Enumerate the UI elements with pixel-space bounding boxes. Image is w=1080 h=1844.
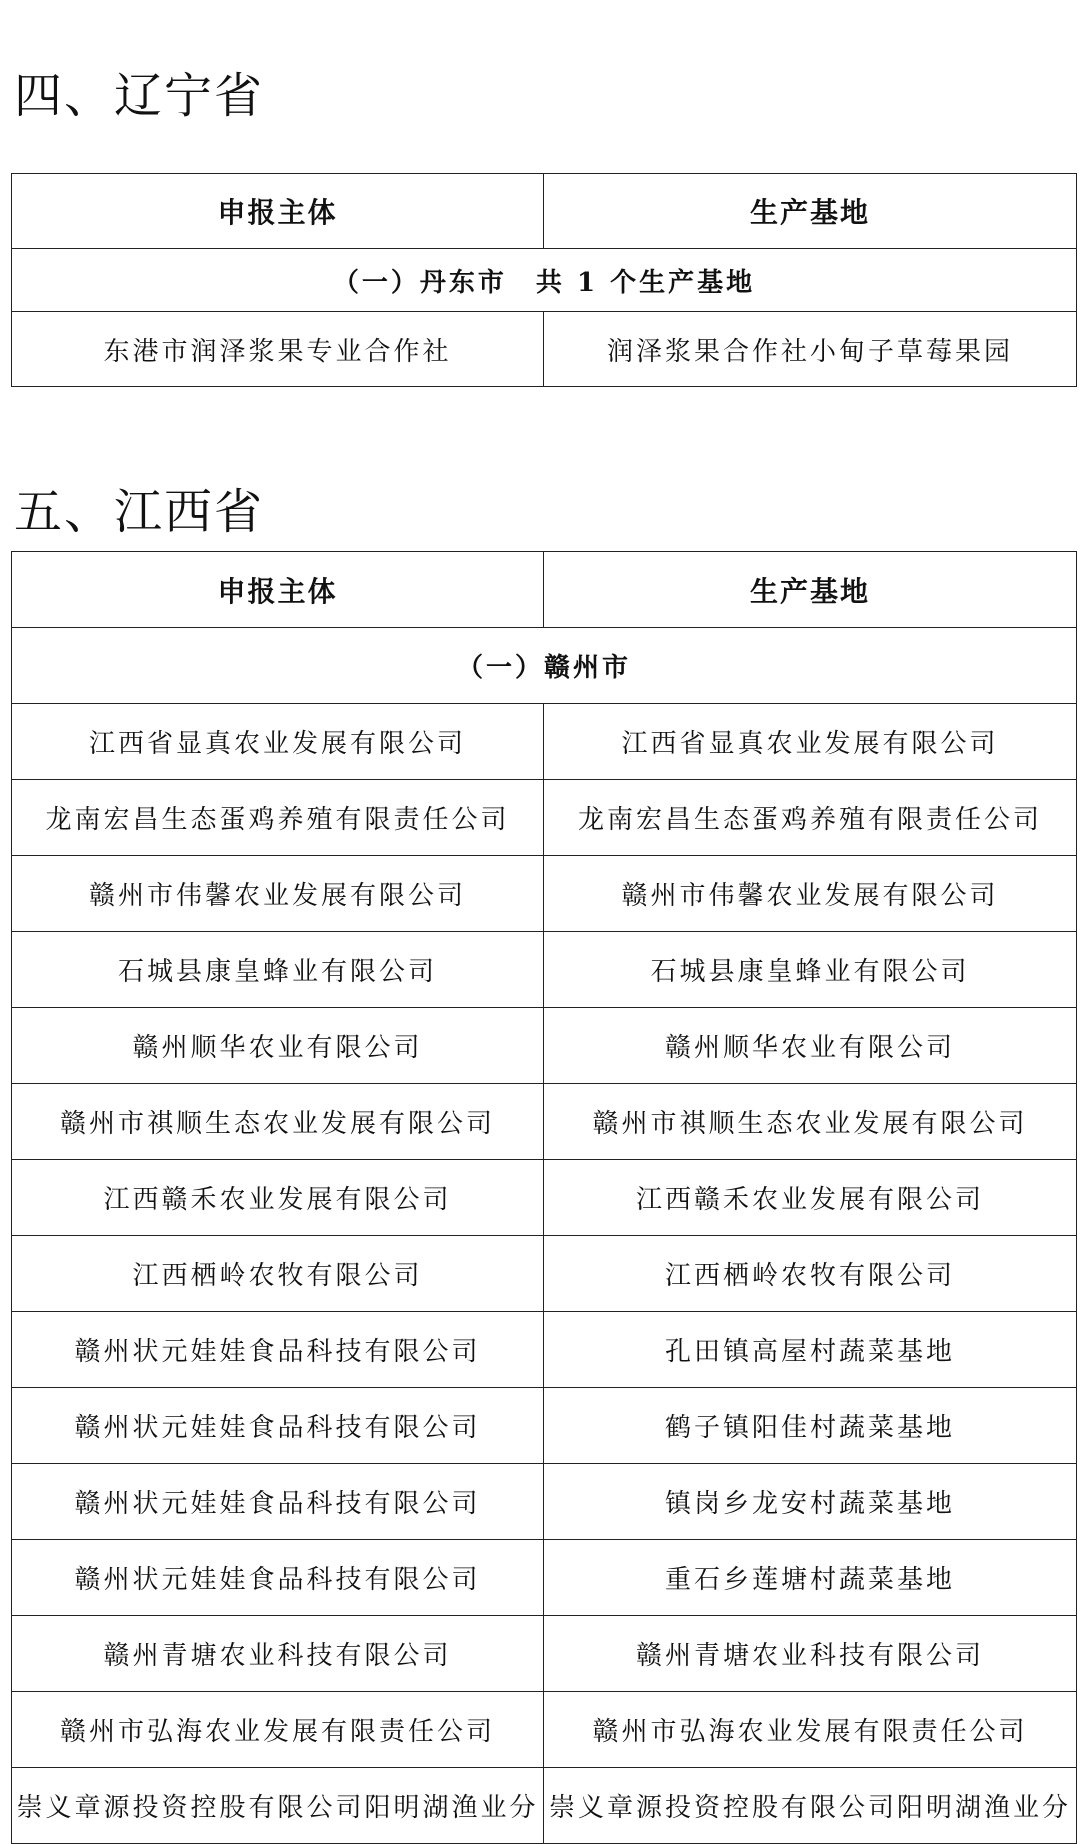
table-row bbox=[12, 1464, 1077, 1540]
applicant-cell: 江西栖岭农牧有限公司 bbox=[12, 1236, 544, 1312]
base-cell: 鹤子镇阳佳村蔬菜基地 bbox=[544, 1388, 1077, 1464]
base-cell: 江西省显真农业发展有限公司 bbox=[544, 704, 1077, 780]
table-row bbox=[12, 704, 1077, 780]
table-header-row bbox=[12, 174, 1077, 249]
applicant-cell: 石城县康皇蜂业有限公司 bbox=[12, 932, 544, 1008]
applicant-cell: 崇义章源投资控股有限公司阳明湖渔业分 bbox=[12, 1768, 544, 1844]
section-title-liaoning: 四、辽宁省 bbox=[14, 68, 265, 124]
base-cell: 赣州顺华农业有限公司 bbox=[544, 1008, 1077, 1084]
base-cell: 赣州市祺顺生态农业发展有限公司 bbox=[544, 1084, 1077, 1160]
table-row bbox=[12, 1008, 1077, 1084]
table-row bbox=[12, 780, 1077, 856]
base-cell: 龙南宏昌生态蛋鸡养殖有限责任公司 bbox=[544, 780, 1077, 856]
base-cell: 石城县康皇蜂业有限公司 bbox=[544, 932, 1077, 1008]
section-title-jiangxi: 五、江西省 bbox=[14, 484, 265, 540]
table-row bbox=[12, 856, 1077, 932]
group-row bbox=[12, 628, 1077, 704]
jiangxi-table bbox=[11, 551, 1077, 1844]
applicant-cell: 赣州青塘农业科技有限公司 bbox=[12, 1616, 544, 1692]
table-row bbox=[12, 932, 1077, 1008]
applicant-cell: 赣州状元娃娃食品科技有限公司 bbox=[12, 1464, 544, 1540]
applicant-cell: 赣州状元娃娃食品科技有限公司 bbox=[12, 1388, 544, 1464]
applicant-cell: 赣州顺华农业有限公司 bbox=[12, 1008, 544, 1084]
group-dandong: （一）丹东市 共 1 个生产基地 bbox=[12, 249, 1077, 312]
base-cell: 赣州青塘农业科技有限公司 bbox=[544, 1616, 1077, 1692]
applicant-cell: 江西赣禾农业发展有限公司 bbox=[12, 1160, 544, 1236]
base-cell: 镇岗乡龙安村蔬菜基地 bbox=[544, 1464, 1077, 1540]
base-cell: 江西赣禾农业发展有限公司 bbox=[544, 1160, 1077, 1236]
header-applicant: 申报主体 bbox=[12, 552, 544, 628]
table-row bbox=[12, 1312, 1077, 1388]
applicant-cell: 龙南宏昌生态蛋鸡养殖有限责任公司 bbox=[12, 780, 544, 856]
base-cell: 孔田镇高屋村蔬菜基地 bbox=[544, 1312, 1077, 1388]
table-row bbox=[12, 1084, 1077, 1160]
table-row bbox=[12, 1540, 1077, 1616]
table-row bbox=[12, 1388, 1077, 1464]
base-cell: 崇义章源投资控股有限公司阳明湖渔业分 bbox=[544, 1768, 1077, 1844]
base-cell: 赣州市弘海农业发展有限责任公司 bbox=[544, 1692, 1077, 1768]
table-header-row bbox=[12, 552, 1077, 628]
applicant-cell: 江西省显真农业发展有限公司 bbox=[12, 704, 544, 780]
group-ganzhou: （一）赣州市 bbox=[12, 628, 1077, 704]
applicant-cell: 赣州市弘海农业发展有限责任公司 bbox=[12, 1692, 544, 1768]
applicant-cell: 赣州状元娃娃食品科技有限公司 bbox=[12, 1312, 544, 1388]
table-row bbox=[12, 1768, 1077, 1844]
group-row bbox=[12, 249, 1077, 312]
table-row bbox=[12, 1692, 1077, 1768]
applicant-cell: 赣州市祺顺生态农业发展有限公司 bbox=[12, 1084, 544, 1160]
table-row bbox=[12, 1160, 1077, 1236]
liaoning-table bbox=[11, 173, 1077, 387]
applicant-cell: 赣州市伟馨农业发展有限公司 bbox=[12, 856, 544, 932]
table-row bbox=[12, 1236, 1077, 1312]
applicant-cell: 东港市润泽浆果专业合作社 bbox=[12, 312, 544, 387]
applicant-cell: 赣州状元娃娃食品科技有限公司 bbox=[12, 1540, 544, 1616]
base-cell: 重石乡莲塘村蔬菜基地 bbox=[544, 1540, 1077, 1616]
table-row bbox=[12, 312, 1077, 387]
header-applicant: 申报主体 bbox=[12, 174, 544, 249]
base-cell: 江西栖岭农牧有限公司 bbox=[544, 1236, 1077, 1312]
table-row bbox=[12, 1616, 1077, 1692]
base-cell: 赣州市伟馨农业发展有限公司 bbox=[544, 856, 1077, 932]
header-production-base: 生产基地 bbox=[544, 552, 1077, 628]
base-cell: 润泽浆果合作社小甸子草莓果园 bbox=[544, 312, 1077, 387]
header-production-base: 生产基地 bbox=[544, 174, 1077, 249]
